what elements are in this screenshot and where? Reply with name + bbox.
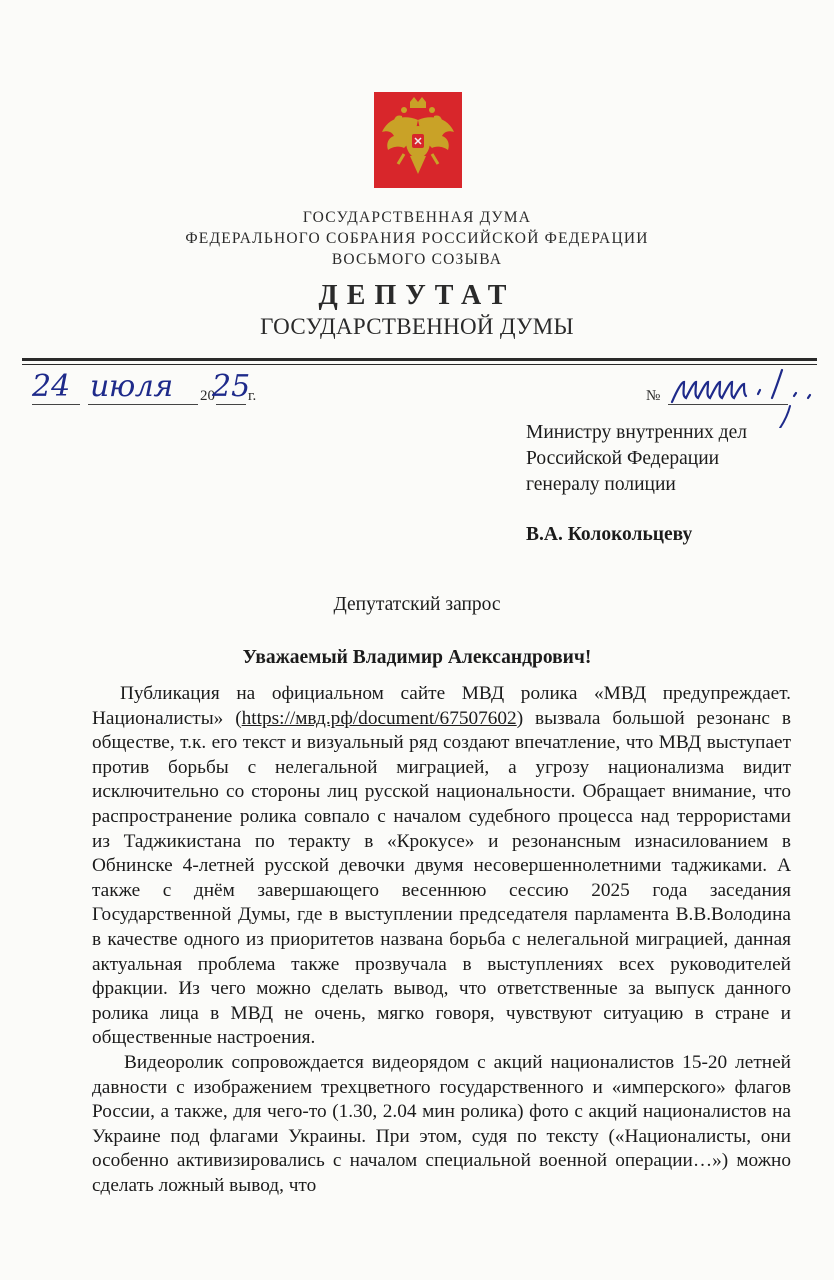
- addressee-block: [526, 420, 747, 498]
- letterhead-rule-thin: [22, 364, 817, 365]
- addressee-line-1: Министру внутренних дел: [526, 422, 747, 443]
- org-name-line-1: ГОСУДАРСТВЕННАЯ ДУМА: [302, 209, 532, 226]
- date-number-row: [32, 370, 812, 410]
- org-name-line-3: ВОСЬМОГО СОЗЫВА: [331, 251, 503, 268]
- letterhead-subtitle: ГОСУДАРСТВЕННОЙ ДУМЫ: [260, 314, 574, 339]
- date-year-prefix: 20: [200, 388, 215, 404]
- russian-coat-of-arms-icon: [374, 92, 462, 188]
- handwritten-date-month: июля: [90, 369, 173, 404]
- body-paragraph-2: Видеоролик сопровождается видеорядом с акций националистов 15-20 летней давности с изображением трехцветного государственного и «имперского» флагов России, а также, для чего-то (1.30, 2.04 мин ролика) фото с акций националистов на Украине под флагами Украины. При этом, судя по тексту («Националисты, они особенно активизировались с началом специальной военной операции…») можно сделать ложный вывод, что: [92, 1051, 791, 1196]
- addressee-line-3: генералу полиции: [526, 474, 676, 495]
- addressee-name: В.А. Колокольцеву: [526, 524, 693, 545]
- document-link[interactable]: https://мвд.рф/document/67507602: [241, 707, 517, 729]
- date-year-mark: г.: [248, 388, 257, 404]
- letterhead-rule-thick: [22, 358, 817, 361]
- letter-body: [92, 682, 791, 1198]
- handwritten-date-day: 24: [32, 369, 71, 404]
- greeting: Уважаемый Владимир Александрович!: [242, 647, 592, 668]
- addressee-line-2: Российской Федерации: [526, 448, 720, 469]
- handwritten-number-icon: [668, 368, 828, 428]
- number-sign: №: [646, 388, 661, 404]
- body-paragraph-1: [92, 682, 791, 1051]
- handwritten-date-year: 25: [212, 369, 251, 404]
- document-type: Депутатский запрос: [333, 594, 501, 615]
- body-p1-start: Публикация на официальном сайте МВД ролика «МВД предупреждает. Националисты» (: [92, 683, 791, 729]
- date-year-underline: [216, 404, 246, 405]
- date-month-underline: [88, 404, 198, 405]
- letterhead-title: ДЕПУТАТ: [318, 280, 516, 311]
- org-name-line-2: ФЕДЕРАЛЬНОГО СОБРАНИЯ РОССИЙСКОЙ ФЕДЕРАЦИИ: [185, 230, 649, 247]
- body-p1-end: ) вызвала большой резонанс в обществе, т.к. его текст и визуальный ряд создают впечатление, что МВД выступает против борьбы с нелегальной миграцией, а угрозу национализма видит исключительно со стороны лиц русской национальности. Обращает внимание, что распространение ролика совпало с началом судебного процесса над террористами из Таджикистана по теракту в «Крокусе» и резонансным изнасилованием в Обнинске 4-летней русской девочки двумя несовершеннолетними таджиками. А также с днём завершающего весеннюю сессию 2025 года заседания Государственной Думы, где в выступлении председателя парламента В.В.Володина в качестве одного из приоритетов названа борьба с нелегальной миграцией, данная актуальная проблема также прозвучала в выступлениях всех руководителей фракции. Из чего можно сделать вывод, что ответственные за выпуск данного ролика лица в МВД не очень, мягко говоря, чувствуют ситуацию в стране и общественные настроения.: [92, 707, 791, 1049]
- date-day-underline: [32, 404, 80, 405]
